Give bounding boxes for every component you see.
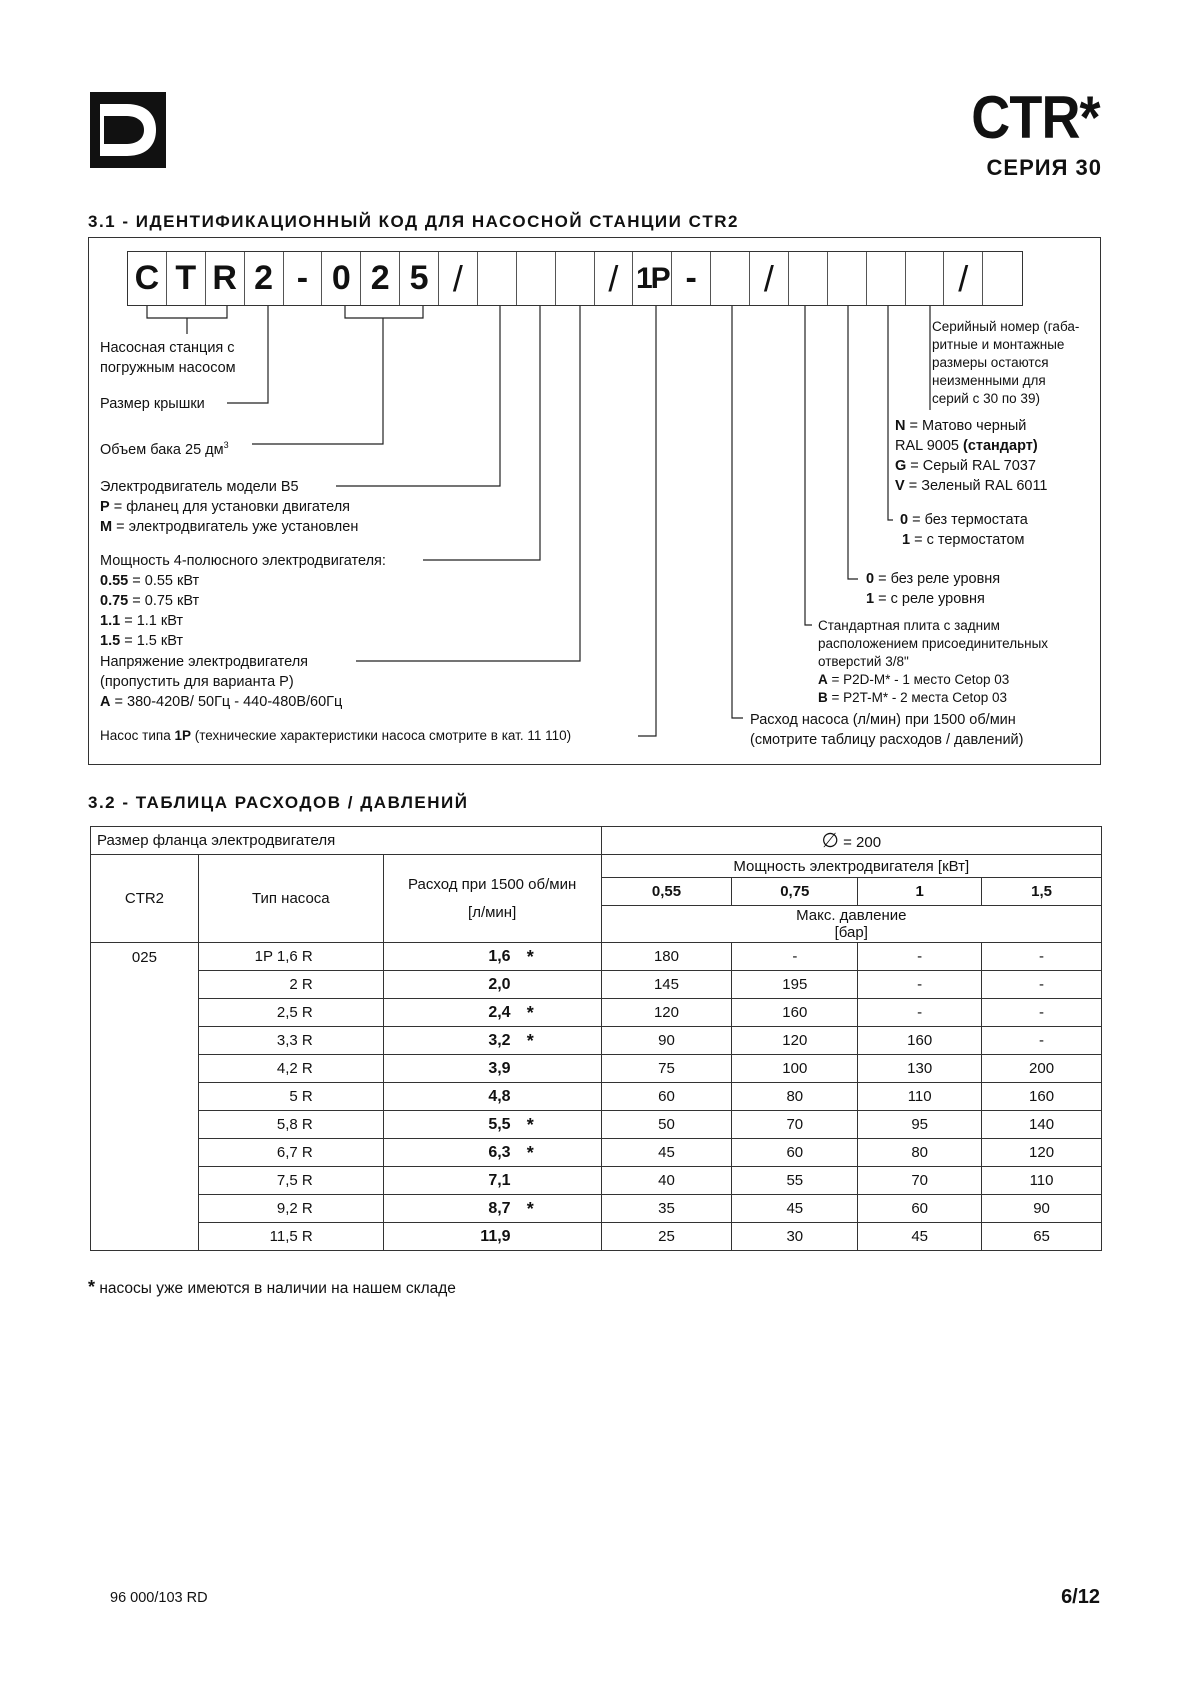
table-row: [91, 1055, 1102, 1083]
header-power-value: 1: [858, 878, 982, 906]
table-row: [91, 971, 1102, 999]
pressure-cell: 90: [601, 1027, 732, 1055]
label-thermostat: 0 = без термостата 1 = с термостатом: [900, 512, 1028, 548]
table-row: [91, 1223, 1102, 1251]
pressure-cell: -: [982, 1027, 1102, 1055]
star-icon: *: [526, 1143, 534, 1163]
pressure-cell: 100: [732, 1055, 858, 1083]
header-pump-type: Тип насоса: [198, 855, 383, 943]
code-cell: /: [439, 252, 478, 305]
flow-cell: [383, 1167, 601, 1195]
flow-value: 4,8: [488, 1087, 511, 1105]
pressure-cell: 120: [982, 1139, 1102, 1167]
pump-type-cell: 9,2 R: [198, 1195, 383, 1223]
pressure-cell: 45: [601, 1139, 732, 1167]
pressure-cell: 90: [982, 1195, 1102, 1223]
code-cell: [478, 252, 517, 305]
pressure-cell: 160: [982, 1083, 1102, 1111]
pressure-cell: 30: [732, 1223, 858, 1251]
pressure-cell: 120: [732, 1027, 858, 1055]
pump-type-cell: 7,5 R: [198, 1167, 383, 1195]
footnote: * насосы уже имеются в наличии на нашем складе: [88, 1277, 456, 1297]
pump-type-cell: 2,5 R: [198, 999, 383, 1027]
section-title-identification-code: 3.1 - ИДЕНТИФИКАЦИОННЫЙ КОД ДЛЯ НАСОСНОЙ СТАНЦИИ CTR2: [88, 212, 739, 231]
pump-type-cell: 3,3 R: [198, 1027, 383, 1055]
code-cell: C: [128, 252, 167, 305]
pump-type-cell: 4,2 R: [198, 1055, 383, 1083]
brand-series: СЕРИЯ 30: [986, 155, 1102, 180]
diameter-icon: ∅: [821, 830, 839, 852]
pressure-cell: -: [858, 999, 982, 1027]
flow-cell: [383, 971, 601, 999]
flow-cell: [383, 1111, 601, 1139]
pressure-cell: 35: [601, 1195, 732, 1223]
pressure-cell: 70: [858, 1167, 982, 1195]
pressure-cell: -: [982, 999, 1102, 1027]
company-logo: [90, 92, 166, 168]
pressure-cell: 75: [601, 1055, 732, 1083]
pump-type-cell: 5,8 R: [198, 1111, 383, 1139]
label-color: N = Матово черный RAL 9005 (стандарт) G = Серый RAL 7037 V = Зеленый RAL 6011: [895, 418, 1048, 494]
pressure-cell: -: [982, 971, 1102, 999]
label-tank-volume: Объем бака 25 $дм^3$: [100, 440, 229, 458]
label-motor-voltage: Напряжение электродвигателя (пропустить для варианта P) A = 380-420В/ 50Гц - 440-480В/60Гц: [100, 654, 343, 710]
code-cell: [517, 252, 556, 305]
pressure-cell: -: [732, 943, 858, 971]
pressure-cell: -: [858, 943, 982, 971]
header-power-value: 1,5: [982, 878, 1102, 906]
pressure-cell: 55: [732, 1167, 858, 1195]
label-motor-model: Электродвигатель модели B5 P = фланец для установки двигателя M = электродвигатель уже установлен: [100, 479, 359, 535]
label-base-plate: Стандартная плита с задним расположением присоединительных отверстий 3/8" A = P2D-M* - 1 место Cetop 03 B = P2T-M* - 2 места Cetop 03: [818, 618, 1049, 705]
brand-title: CTR*: [971, 84, 1100, 151]
star-icon: *: [526, 1199, 534, 1219]
code-cell: [906, 252, 945, 305]
flow-pressure-table: [90, 826, 1102, 1251]
header-ctr2: CTR2: [91, 855, 199, 943]
pressure-cell: -: [982, 943, 1102, 971]
code-cell: 2: [361, 252, 400, 305]
label-level-relay: 0 = без реле уровня 1 = с реле уровня: [866, 571, 1001, 607]
star-icon: *: [526, 1115, 534, 1135]
flow-value: 2,4: [488, 1003, 511, 1021]
code-cell: /: [944, 252, 983, 305]
header-max-pressure: Макс. давление [бар]: [601, 906, 1101, 943]
pressure-cell: 180: [601, 943, 732, 971]
flow-value: 8,7: [488, 1199, 511, 1217]
code-cell: 2: [245, 252, 284, 305]
code-box: [127, 251, 1023, 306]
flange-label: Размер фланца электродвигателя: [91, 827, 602, 855]
star-icon: *: [526, 1031, 534, 1051]
star-icon: *: [526, 1003, 534, 1023]
flow-value: 7,1: [488, 1171, 511, 1189]
label-motor-power: Мощность 4-полюсного электродвигателя: 0.55 = 0.55 кВт 0.75 = 0.75 кВт 1.1 = 1.1 кВт 1.5 = 1.5 кВт: [100, 553, 386, 649]
code-cell: [983, 252, 1022, 305]
pump-type-cell: 11,5 R: [198, 1223, 383, 1251]
pressure-cell: 25: [601, 1223, 732, 1251]
table-body: [91, 943, 1102, 1251]
flow-value: 5,5: [488, 1115, 511, 1133]
ctr2-size-cell: 025: [91, 943, 199, 1251]
pressure-cell: 110: [982, 1167, 1102, 1195]
pressure-cell: 145: [601, 971, 732, 999]
table-row: [91, 1139, 1102, 1167]
pressure-cell: 50: [601, 1111, 732, 1139]
flow-value: 6,3: [488, 1143, 511, 1161]
table-row: [91, 943, 1102, 971]
pressure-cell: 140: [982, 1111, 1102, 1139]
code-cell: R: [206, 252, 245, 305]
code-cell: -: [284, 252, 323, 305]
pressure-cell: 160: [732, 999, 858, 1027]
pressure-cell: 120: [601, 999, 732, 1027]
header-flow: Расход при 1500 об/мин [л/мин]: [383, 855, 601, 943]
pressure-cell: 160: [858, 1027, 982, 1055]
pump-type-cell: 2 R: [198, 971, 383, 999]
pressure-cell: 60: [858, 1195, 982, 1223]
code-cell: [867, 252, 906, 305]
flow-value: 3,9: [488, 1059, 511, 1077]
code-cell: 1P: [633, 252, 672, 305]
pump-type-cell: 5 R: [198, 1083, 383, 1111]
label-cover-size: Размер крышки: [100, 396, 205, 412]
flow-value: 2,0: [488, 975, 511, 993]
table-row: [91, 1111, 1102, 1139]
document-number: 96 000/103 RD: [110, 1590, 208, 1606]
code-cell: [711, 252, 750, 305]
code-cell: /: [595, 252, 634, 305]
header-power-value: 0,75: [732, 878, 858, 906]
header-power-value: 0,55: [601, 878, 732, 906]
flow-cell: [383, 1223, 601, 1251]
label-pump-station: Насосная станция с погружным насосом: [100, 340, 236, 376]
star-icon: *: [88, 1277, 96, 1297]
header-motor-power: Мощность электродвигателя [кВт]: [601, 855, 1101, 878]
code-cell: 5: [400, 252, 439, 305]
flow-cell: [383, 999, 601, 1027]
pressure-cell: 80: [858, 1139, 982, 1167]
section-title-flow-pressure-table: 3.2 - ТАБЛИЦА РАСХОДОВ / ДАВЛЕНИЙ: [88, 793, 469, 812]
table-row: [91, 1195, 1102, 1223]
pressure-cell: 40: [601, 1167, 732, 1195]
pressure-cell: 65: [982, 1223, 1102, 1251]
flow-cell: [383, 1139, 601, 1167]
flow-value: 11,9: [480, 1227, 511, 1245]
flow-value: 3,2: [488, 1031, 511, 1049]
flow-cell: [383, 1027, 601, 1055]
pressure-cell: 130: [858, 1055, 982, 1083]
flow-cell: [383, 1083, 601, 1111]
pressure-cell: 200: [982, 1055, 1102, 1083]
star-icon: *: [526, 947, 534, 967]
pressure-cell: 60: [732, 1139, 858, 1167]
table-row: [91, 1167, 1102, 1195]
table-row: [91, 1027, 1102, 1055]
code-cell: 0: [322, 252, 361, 305]
label-serial-number: Серийный номер (габа- ритные и монтажные размеры остаются неизменными для серий с 30 по 39): [932, 319, 1080, 406]
pressure-cell: 60: [601, 1083, 732, 1111]
code-cell: [789, 252, 828, 305]
code-cell: /: [750, 252, 789, 305]
label-pump-flow: Расход насоса (л/мин) при 1500 об/мин (смотрите таблицу расходов / давлений): [750, 712, 1024, 748]
code-cell: [828, 252, 867, 305]
pump-type-cell: 6,7 R: [198, 1139, 383, 1167]
flange-value: ∅ = 200: [601, 827, 1101, 855]
pressure-cell: 45: [858, 1223, 982, 1251]
pressure-cell: 45: [732, 1195, 858, 1223]
table-row: [91, 1083, 1102, 1111]
pressure-cell: -: [858, 971, 982, 999]
flow-value: 1,6: [488, 947, 511, 965]
pressure-cell: 110: [858, 1083, 982, 1111]
pressure-cell: 80: [732, 1083, 858, 1111]
code-cell: [556, 252, 595, 305]
label-pump-type: Насос типа 1P (технические характеристики насоса смотрите в кат. 11 110): [100, 728, 572, 743]
flow-cell: [383, 1055, 601, 1083]
flow-cell: [383, 943, 601, 971]
table-row: [91, 999, 1102, 1027]
pressure-cell: 195: [732, 971, 858, 999]
pump-type-cell: 1P 1,6 R: [198, 943, 383, 971]
page-number: 6/12: [1061, 1586, 1100, 1608]
flow-cell: [383, 1195, 601, 1223]
pressure-cell: 70: [732, 1111, 858, 1139]
pressure-cell: 95: [858, 1111, 982, 1139]
code-cell: -: [672, 252, 711, 305]
code-cell: T: [167, 252, 206, 305]
